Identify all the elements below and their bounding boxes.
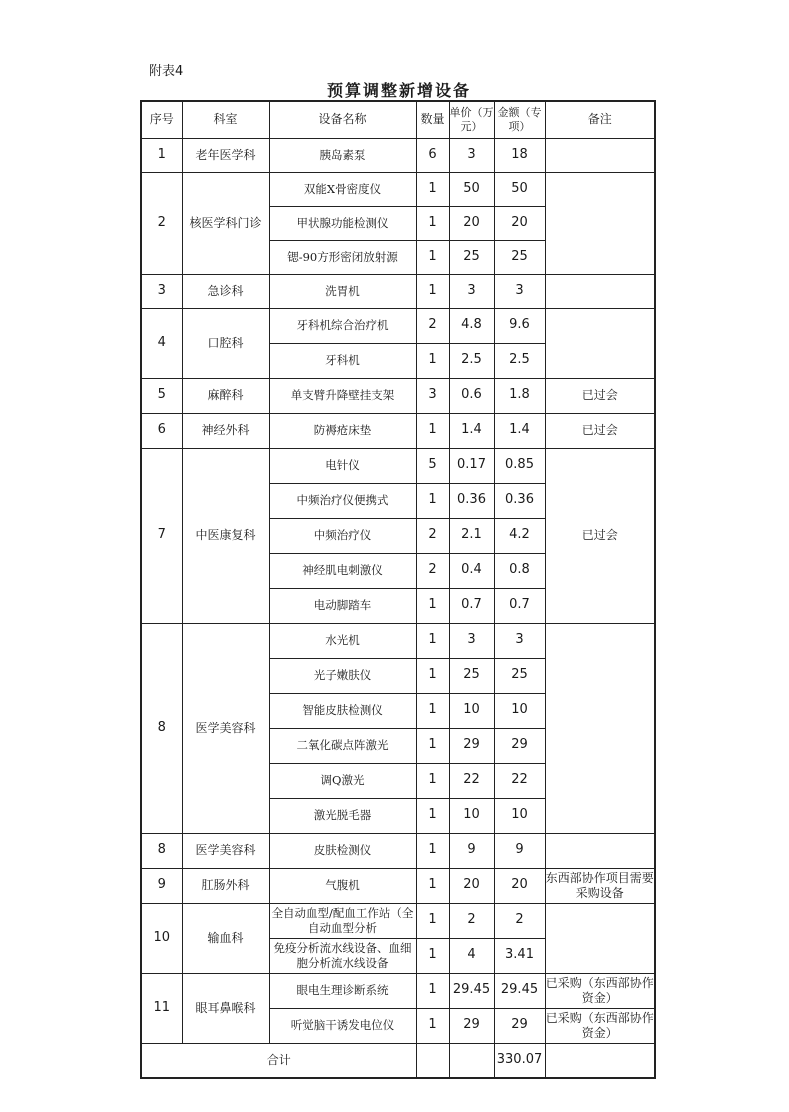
row-seq: 8 xyxy=(141,833,182,868)
row-device: 单支臂升降壁挂支架 xyxy=(269,378,416,413)
total-label: 合计 xyxy=(141,1043,416,1078)
total-note xyxy=(545,1043,655,1078)
row-device: 胰岛素泵 xyxy=(269,138,416,172)
header-qty: 数量 xyxy=(416,101,449,138)
row-price: 29.45 xyxy=(449,973,494,1008)
row-seq: 2 xyxy=(141,172,182,274)
row-amount: 1.8 xyxy=(494,378,545,413)
row-qty: 1 xyxy=(416,903,449,938)
row-price: 2.5 xyxy=(449,343,494,378)
row-device: 水光机 xyxy=(269,623,416,658)
header-dept: 科室 xyxy=(182,101,269,138)
row-dept: 输血科 xyxy=(182,903,269,973)
row-seq: 5 xyxy=(141,378,182,413)
row-price: 2 xyxy=(449,903,494,938)
row-dept: 医学美容科 xyxy=(182,833,269,868)
row-qty: 2 xyxy=(416,308,449,343)
row-amount: 22 xyxy=(494,763,545,798)
row-device: 听觉脑干诱发电位仪 xyxy=(269,1008,416,1043)
row-price: 20 xyxy=(449,206,494,240)
row-qty: 1 xyxy=(416,973,449,1008)
row-device: 神经肌电刺激仪 xyxy=(269,553,416,588)
row-price: 10 xyxy=(449,693,494,728)
row-price: 4 xyxy=(449,938,494,973)
row-price: 1.4 xyxy=(449,413,494,448)
row-device: 洗胃机 xyxy=(269,274,416,308)
row-qty: 1 xyxy=(416,693,449,728)
table-row xyxy=(141,138,655,172)
row-seq: 11 xyxy=(141,973,182,1043)
row-amount: 25 xyxy=(494,240,545,274)
row-qty: 1 xyxy=(416,206,449,240)
row-qty: 1 xyxy=(416,658,449,693)
header-note: 备注 xyxy=(545,101,655,138)
row-price: 0.4 xyxy=(449,553,494,588)
row-seq: 4 xyxy=(141,308,182,378)
header-device: 设备名称 xyxy=(269,101,416,138)
page-title: 预算调整新增设备 xyxy=(326,81,471,100)
row-device: 智能皮肤检测仪 xyxy=(269,693,416,728)
row-device: 光子嫩肤仪 xyxy=(269,658,416,693)
row-amount: 10 xyxy=(494,798,545,833)
row-seq: 9 xyxy=(141,868,182,903)
row-device: 皮肤检测仪 xyxy=(269,833,416,868)
table-row xyxy=(141,413,655,448)
row-note xyxy=(545,833,655,868)
row-qty: 1 xyxy=(416,833,449,868)
row-amount: 29.45 xyxy=(494,973,545,1008)
row-note: 已采购（东西部协作资金） xyxy=(545,973,655,1008)
row-amount: 29 xyxy=(494,1008,545,1043)
row-qty: 1 xyxy=(416,413,449,448)
row-qty: 1 xyxy=(416,343,449,378)
row-amount: 50 xyxy=(494,172,545,206)
table-row xyxy=(141,973,655,1008)
table-body xyxy=(141,138,655,1043)
row-qty: 1 xyxy=(416,1008,449,1043)
row-dept: 中医康复科 xyxy=(182,448,269,623)
row-amount: 9.6 xyxy=(494,308,545,343)
row-seq: 6 xyxy=(141,413,182,448)
row-seq: 10 xyxy=(141,903,182,973)
header-seq: 序号 xyxy=(141,101,182,138)
row-device: 二氧化碳点阵激光 xyxy=(269,728,416,763)
row-dept: 麻醉科 xyxy=(182,378,269,413)
row-qty: 1 xyxy=(416,728,449,763)
equipment-table xyxy=(140,100,656,1079)
row-price: 0.36 xyxy=(449,483,494,518)
row-qty: 1 xyxy=(416,240,449,274)
total-price xyxy=(449,1043,494,1078)
row-note: 已过会 xyxy=(545,378,655,413)
table-row xyxy=(141,172,655,206)
row-price: 20 xyxy=(449,868,494,903)
row-device: 中频治疗仪便携式 xyxy=(269,483,416,518)
row-price: 29 xyxy=(449,728,494,763)
row-dept: 医学美容科 xyxy=(182,623,269,833)
table-row xyxy=(141,833,655,868)
row-amount: 20 xyxy=(494,868,545,903)
row-amount: 25 xyxy=(494,658,545,693)
row-note xyxy=(545,623,655,833)
row-device: 激光脱毛器 xyxy=(269,798,416,833)
total-row xyxy=(141,1043,655,1078)
row-qty: 1 xyxy=(416,623,449,658)
row-price: 3 xyxy=(449,274,494,308)
row-note xyxy=(545,308,655,378)
row-note: 东西部协作项目需要采购设备 xyxy=(545,868,655,903)
row-note: 已采购（东西部协作资金） xyxy=(545,1008,655,1043)
row-amount: 4.2 xyxy=(494,518,545,553)
header-row xyxy=(141,101,655,138)
row-qty: 3 xyxy=(416,378,449,413)
row-device: 调Q激光 xyxy=(269,763,416,798)
row-dept: 核医学科门诊 xyxy=(182,172,269,274)
table-row xyxy=(141,868,655,903)
row-device: 免疫分析流水线设备、血细胞分析流水线设备 xyxy=(269,938,416,973)
row-device: 眼电生理诊断系统 xyxy=(269,973,416,1008)
row-price: 22 xyxy=(449,763,494,798)
row-device: 牙科机综合治疗机 xyxy=(269,308,416,343)
row-amount: 2 xyxy=(494,903,545,938)
row-price: 3 xyxy=(449,623,494,658)
row-dept: 眼耳鼻喉科 xyxy=(182,973,269,1043)
row-qty: 1 xyxy=(416,274,449,308)
row-dept: 口腔科 xyxy=(182,308,269,378)
row-note xyxy=(545,274,655,308)
row-dept: 老年医学科 xyxy=(182,138,269,172)
row-price: 50 xyxy=(449,172,494,206)
row-amount: 10 xyxy=(494,693,545,728)
row-amount: 2.5 xyxy=(494,343,545,378)
row-qty: 1 xyxy=(416,868,449,903)
row-amount: 0.85 xyxy=(494,448,545,483)
header-price: 单价（万元） xyxy=(449,101,494,138)
table-row xyxy=(141,378,655,413)
row-device: 双能X骨密度仪 xyxy=(269,172,416,206)
row-device: 中频治疗仪 xyxy=(269,518,416,553)
row-qty: 6 xyxy=(416,138,449,172)
row-seq: 3 xyxy=(141,274,182,308)
row-note: 已过会 xyxy=(545,413,655,448)
row-amount: 20 xyxy=(494,206,545,240)
row-amount: 3.41 xyxy=(494,938,545,973)
row-seq: 8 xyxy=(141,623,182,833)
row-seq: 7 xyxy=(141,448,182,623)
row-amount: 29 xyxy=(494,728,545,763)
row-amount: 0.7 xyxy=(494,588,545,623)
row-device: 电动脚踏车 xyxy=(269,588,416,623)
row-dept: 肛肠外科 xyxy=(182,868,269,903)
row-price: 0.17 xyxy=(449,448,494,483)
row-qty: 2 xyxy=(416,553,449,588)
row-device: 全自动血型/配血工作站（全自动血型分析 xyxy=(269,903,416,938)
row-price: 25 xyxy=(449,240,494,274)
row-device: 锶-90方形密闭放射源 xyxy=(269,240,416,274)
row-note xyxy=(545,903,655,973)
row-note: 已过会 xyxy=(545,448,655,623)
row-price: 4.8 xyxy=(449,308,494,343)
row-amount: 18 xyxy=(494,138,545,172)
row-qty: 1 xyxy=(416,763,449,798)
table-row xyxy=(141,623,655,658)
row-amount: 0.36 xyxy=(494,483,545,518)
row-qty: 2 xyxy=(416,518,449,553)
total-amount: 330.07 xyxy=(494,1043,545,1078)
row-qty: 1 xyxy=(416,938,449,973)
row-price: 9 xyxy=(449,833,494,868)
row-amount: 9 xyxy=(494,833,545,868)
row-price: 29 xyxy=(449,1008,494,1043)
row-qty: 1 xyxy=(416,172,449,206)
row-qty: 5 xyxy=(416,448,449,483)
row-price: 25 xyxy=(449,658,494,693)
row-dept: 神经外科 xyxy=(182,413,269,448)
total-qty xyxy=(416,1043,449,1078)
row-device: 防褥疮床垫 xyxy=(269,413,416,448)
table-row xyxy=(141,308,655,343)
row-device: 甲状腺功能检测仪 xyxy=(269,206,416,240)
row-price: 3 xyxy=(449,138,494,172)
row-amount: 0.8 xyxy=(494,553,545,588)
row-price: 10 xyxy=(449,798,494,833)
row-device: 气腹机 xyxy=(269,868,416,903)
row-amount: 1.4 xyxy=(494,413,545,448)
row-amount: 3 xyxy=(494,274,545,308)
row-device: 电针仪 xyxy=(269,448,416,483)
row-price: 0.7 xyxy=(449,588,494,623)
row-seq: 1 xyxy=(141,138,182,172)
row-amount: 3 xyxy=(494,623,545,658)
row-dept: 急诊科 xyxy=(182,274,269,308)
row-note xyxy=(545,138,655,172)
row-qty: 1 xyxy=(416,483,449,518)
appendix-label: 附表4 xyxy=(149,64,184,79)
row-device: 牙科机 xyxy=(269,343,416,378)
table-row xyxy=(141,448,655,483)
row-price: 0.6 xyxy=(449,378,494,413)
row-price: 2.1 xyxy=(449,518,494,553)
header-amount: 金额（专项） xyxy=(494,101,545,138)
table-row xyxy=(141,903,655,938)
table-row xyxy=(141,274,655,308)
row-qty: 1 xyxy=(416,798,449,833)
row-qty: 1 xyxy=(416,588,449,623)
row-note xyxy=(545,172,655,274)
